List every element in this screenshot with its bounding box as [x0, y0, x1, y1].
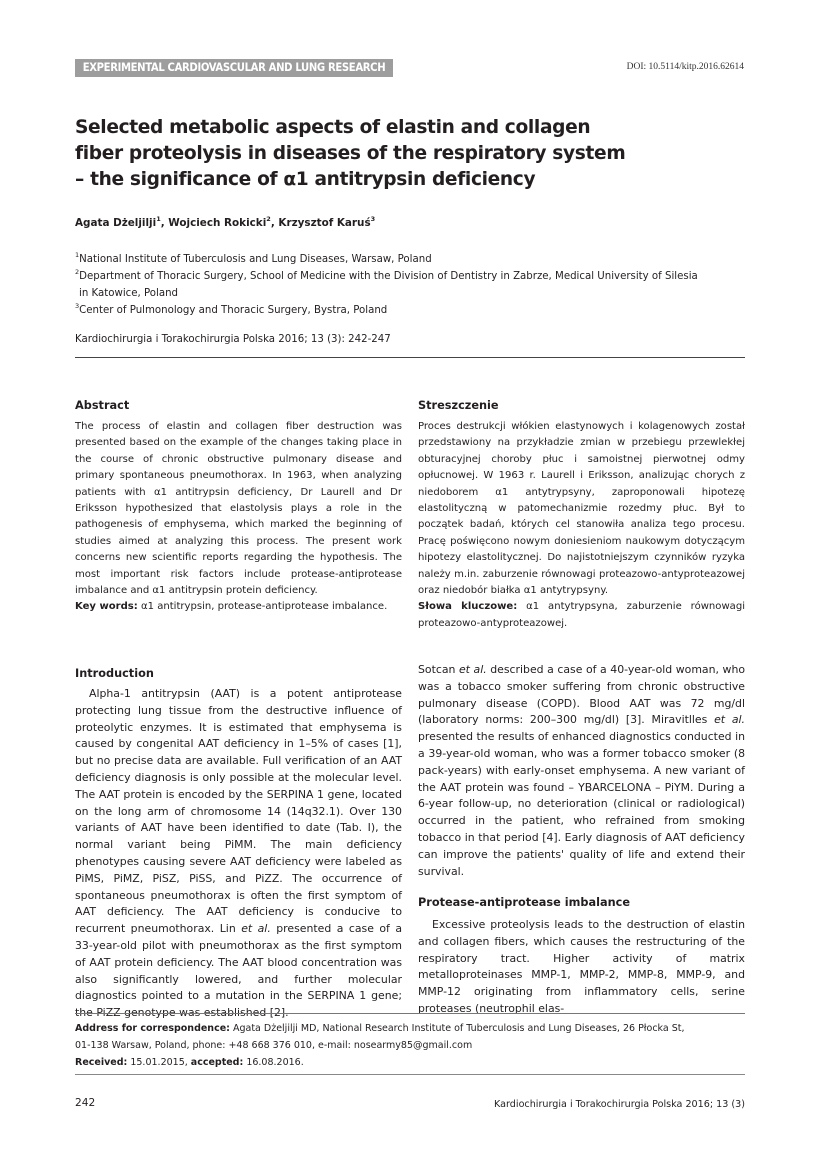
affiliation-text: Department of Thoracic Surgery, School of Medicine with the Division of Dentistry in Zabrze, Medical University of Silesia: [79, 271, 698, 282]
protease-paragraph: Excessive proteolysis leads to the destruction of elastin and collagen fibers, which causes the restructuring of the respiratory tract. Higher activity of matrix metalloproteinases MMP-1, MMP-2, MMP-8, MMP-9, and MMP-12 originating from inflammatory cells, serine proteases (neutrophil elas-: [418, 918, 745, 1015]
author-1-affiliation-mark: 1: [156, 215, 161, 223]
author-separator: ,: [160, 217, 169, 229]
paragraph-text: Alpha-1 antitrypsin (AAT) is a potent antiprotease protecting lung tissue from the destructive influence of proteolytic enzymes. It is estimated that emphysema is caused by congenital AAT deficiency in 1–5% of cases [1], but no precise data are available. Full verification of an AAT deficiency diagnosis is only possible at the molecular level. The AAT protein is encoded by the SERPINA 1 gene, located on the long arm of chromosome 14 (14q32.1). Over 130 variants of AAT have been identified to date (Tab. I), the normal variant being PiMM. The main deficiency phenotypes causing severe AAT deficiency were labeled as PiMS, PiMZ, PiSZ, PiSS, and PiZZ. The occurrence of spontaneous pneumothorax is often the first symptom of AAT deficiency. The AAT deficiency is conducive to recurrent pneumothorax. Lin: [75, 687, 402, 936]
streszczenie-heading: Streszczenie: [418, 399, 499, 412]
introduction-body-right: [418, 662, 745, 880]
abstract-body: [75, 419, 402, 616]
affiliation-text: Center of Pulmonology and Thoracic Surgery, Bystra, Poland: [79, 305, 388, 316]
author-3-affiliation-mark: 3: [370, 215, 376, 223]
affiliation-number: 2: [75, 268, 80, 276]
title-line-1: Selected metabolic aspects of elastin and collagen: [75, 117, 591, 138]
streszczenie-keywords: [418, 599, 745, 632]
citation-line: Kardiochirurgia i Torakochirurgia Polska 2016; 13 (3): 242-247: [75, 334, 391, 345]
correspondence-line-2[interactable]: 01-138 Warsaw, Poland, phone: +48 668 376 010, e-mail: nosearmy85@gmail.com: [75, 1040, 473, 1051]
received-date: 15.01.2015,: [127, 1057, 191, 1068]
paragraph-text: presented a case of a 33-year-old pilot with pneumothorax as the first symptom of AAT protein deficiency. The AAT blood concentration was also significantly lowered, and further molecular diagnostics pointed to a mutation in the SERPINA 1 gene; the PiZZ genotype was established [2].: [75, 922, 402, 1020]
correspondence-line-1: [75, 1020, 685, 1037]
author-3: Krzysztof Karuś: [278, 217, 371, 229]
affiliation-number: 1: [75, 251, 80, 259]
correspondence-address: Agata Dżeljilji MD, National Research Institute of Tuberculosis and Lung Diseases, 26 Płocka St,: [229, 1023, 685, 1034]
paragraph-emphasis: et al.: [458, 663, 487, 676]
introduction-body-left: [75, 686, 402, 1022]
streszczenie-body: [418, 419, 745, 632]
protease-heading: Protease-antiprotease imbalance: [418, 896, 630, 909]
received-line: [75, 1054, 685, 1071]
article-title: [75, 115, 675, 193]
streszczenie-text: Proces destrukcji włókien elastynowych i kolagenowych został przedstawiony na przykładzie zmian w przebiegu przewlekłej obturacyjnej choroby płuc i samoistnej pierwotnej odmy opłucnowej. W 1963 r. Laurell i Eriksson, analizując chorych z niedoborem α1 antytrypsyny, zaproponowali hipotezę elastolityczną w patomechanizmie rozedmy płuc. Był to początek badań, których cel stanowiła analiza tego procesu. Pracę poświęcono nowym doniesieniom naukowym dotyczącym hipotezy elastolitycznej. Do najistotniejszym czynników ryzyka należy m.in. zaburzenie równowagi proteazowo-antyproteazowej oraz niedobór białka α1 antytrypsyny.: [418, 421, 745, 597]
footnote-divider: [75, 1013, 745, 1014]
paragraph-text: Sotcan: [418, 663, 459, 676]
accepted-label: accepted:: [190, 1057, 244, 1068]
author-2: Wojciech Rokicki: [168, 217, 267, 229]
author-2-affiliation-mark: 2: [266, 215, 271, 223]
keywords-label: Słowa kluczowe:: [418, 601, 518, 613]
introduction-paragraph-1: [75, 686, 402, 1022]
keywords-text: α1 antitrypsin, protease-antiprotease imbalance.: [137, 601, 388, 613]
footer-divider: [75, 1074, 745, 1075]
protease-body: [418, 917, 745, 1018]
author-list: [75, 217, 375, 229]
title-line-3: – the significance of α1 antitrypsin deficiency: [75, 169, 536, 190]
accepted-date: 16.08.2016.: [243, 1057, 304, 1068]
affiliation-1: [75, 251, 698, 268]
paragraph-text: described a case of a 40-year-old woman, who was a tobacco smoker suffering from chronic obstructive pulmonary disease (COPD). Blood AAT was 72 mg/dl (laboratory norms: 200–300 mg/dl) [3]. Miravitlles: [418, 663, 746, 727]
introduction-paragraph-2: [418, 662, 745, 880]
affiliation-2: [75, 268, 698, 285]
paragraph-emphasis: et al.: [241, 922, 271, 936]
section-band: EXPERIMENTAL CARDIOVASCULAR AND LUNG RESEARCH: [75, 59, 393, 77]
correspondence-label: Address for correspondence:: [75, 1023, 230, 1034]
affiliation-2-continued: in Katowice, Poland: [79, 288, 179, 299]
received-label: Received:: [75, 1057, 128, 1068]
keywords-label: Key words:: [75, 601, 138, 613]
paragraph-emphasis: et al.: [714, 713, 745, 727]
affiliation-3: [75, 302, 698, 319]
affiliation-number: 3: [75, 302, 80, 310]
header-divider: [75, 357, 745, 358]
paragraph-text: presented the results of enhanced diagnostics conducted in a 39-year-old woman, who was a former tobacco smoker (8 pack-years) with early-onset emphysema. A new variant of the AAT protein was found – YBARCELONA – PiYM. During a 6-year follow-up, no deterioration (clinical or radiological) occurred in the patient, who refrained from smoking tobacco in that period [4]. Early diagnosis of AAT deficiency can improve the patients' quality of life and extend their survival.: [418, 730, 745, 878]
correspondence-block: [75, 1020, 685, 1071]
doi[interactable]: DOI: 10.5114/kitp.2016.62614: [626, 62, 744, 72]
affiliations: [75, 251, 698, 319]
abstract-text: The process of elastin and collagen fiber destruction was presented based on the example of the changes taking place in the course of chronic obstructive pulmonary disease and primary spontaneous pneumothorax. In 1963, when analyzing patients with α1 antitrypsin deficiency, Dr Laurell and Dr Eriksson hypothesized that elastolysis plays a role in the pathogenesis of emphysema, which marked the beginning of studies aimed at analyzing this process. The present work concerns new scientific reports regarding the hypothesis. The most important risk factors include protease-antiprotease imbalance and α1 antitrypsin protein deficiency.: [75, 421, 402, 597]
affiliation-text: National Institute of Tuberculosis and Lung Diseases, Warsaw, Poland: [79, 254, 432, 265]
title-line-2: fiber proteolysis in diseases of the respiratory system: [75, 143, 626, 164]
abstract-heading: Abstract: [75, 399, 130, 412]
author-separator: ,: [270, 217, 279, 229]
footer-journal: Kardiochirurgia i Torakochirurgia Polska 2016; 13 (3): [494, 1099, 745, 1110]
keywords-text: α1 antytrypsyna, zaburzenie równowagi proteazowo-antyproteazowej.: [418, 601, 745, 629]
page-number: 242: [75, 1097, 96, 1109]
introduction-heading: Introduction: [75, 667, 154, 680]
abstract-keywords: [75, 599, 402, 615]
author-1: Agata Dżeljilji: [75, 217, 157, 229]
